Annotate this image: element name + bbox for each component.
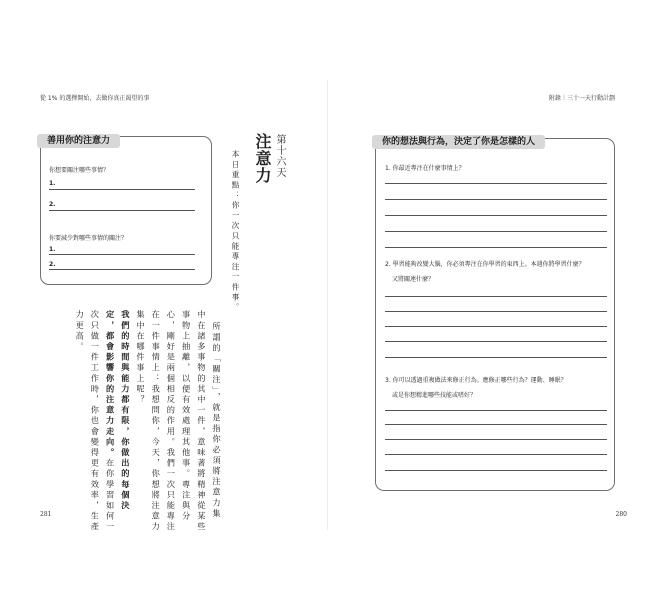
text-segment: 所謂的「關注」，就是指你必須將注意力集 [212,322,222,520]
text-segment: 力更高。 [75,310,86,353]
worksheet-title: 善用你的注意力 [37,134,120,148]
answer-line [49,210,195,211]
reflection-worksheet-box [375,138,615,491]
focus-of-the-day: 本日重點：你一次只能專注一件事。 [231,150,240,314]
text-segment: 次只做一件工作時，你也會變得更有效率，生產 [90,310,101,533]
answer-line [385,199,607,200]
answer-number-1: 1. [49,180,56,187]
body-text-column [136,310,147,405]
answer-number-1: 1. [49,246,56,253]
worksheet-question-3: 3. 你可以透過重複做法來修正行為。應修正哪些行為？運動、睡眠？ [385,377,567,384]
answer-line [385,247,607,248]
body-text-column [121,310,132,511]
answer-line [385,215,607,216]
text-segment: 事物上抽離，以便有效處理其他事。專注與分 [181,310,192,522]
day-number: 第十六天 [274,134,285,178]
page-number: 280 [615,511,627,518]
answer-number-2: 2. [49,201,56,208]
worksheet-question-2: 2. 學習能夠改變大腦，你必須專注在你學習的東西上。本週你將學習什麼？ [385,261,585,268]
text-segment: 在一件事情上：我想問你，今天，你想將注意力 [151,310,162,533]
answer-line [385,296,607,297]
running-header: 附錄｜三十一天行動計劃 [548,95,615,102]
text-segment: 中在諸多事物的其中一件，意味著將精神從某些 [196,310,207,533]
answer-number-2: 2. [49,261,56,268]
body-text-column [151,310,162,533]
page-number: 281 [40,511,52,518]
answer-line [385,231,607,232]
body-text-column [106,310,117,533]
worksheet-question-2-cont: 又將關連什麼？ [392,276,435,283]
right-page [328,0,655,609]
chapter-title: 注意力 [253,133,272,184]
text-segment: 集中在哪件事上呢？ [136,310,146,406]
answer-line [385,410,607,411]
left-page [0,0,327,609]
answer-line [385,341,607,342]
answer-line [49,254,195,255]
worksheet-question-2: 你要減少對哪些事情的關注？ [49,235,128,242]
bold-text-segment: 定，都會影響你的注意力走向。 [105,310,116,459]
body-text-column [212,322,223,519]
body-text-column [182,310,193,522]
answer-line [385,470,607,471]
answer-line [385,424,607,425]
worksheet-title: 你的想法與行為，決定了你是怎樣的人 [372,135,545,149]
answer-line [385,439,607,440]
worksheet-question-1: 你想要關注哪些事情？ [49,167,110,174]
body-text-column [75,310,86,352]
body-text-column [197,310,208,533]
answer-line [385,183,607,184]
bold-text-segment: 我們的時間與能力都有限，你做出的每個決 [120,310,131,512]
worksheet-question-1: 1. 你最近專注在什麼事情上？ [385,165,465,172]
body-text-column [90,310,101,533]
answer-line [49,189,195,190]
attention-worksheet-box [40,136,212,285]
answer-line [385,311,607,312]
text-segment: 在你學習如何一 [105,458,116,533]
answer-line [385,357,607,358]
answer-line [385,326,607,327]
answer-line [49,269,195,270]
answer-line [385,454,607,455]
text-segment: 心，剛好是兩個相反的作用。我們一次只能專注 [166,310,177,533]
body-text-column [166,310,177,533]
worksheet-question-3-cont: 或是你想精進哪些技能或嗜好？ [392,392,477,399]
running-header: 從 1% 的選擇開始，去做你真正渴望的事 [40,95,150,102]
